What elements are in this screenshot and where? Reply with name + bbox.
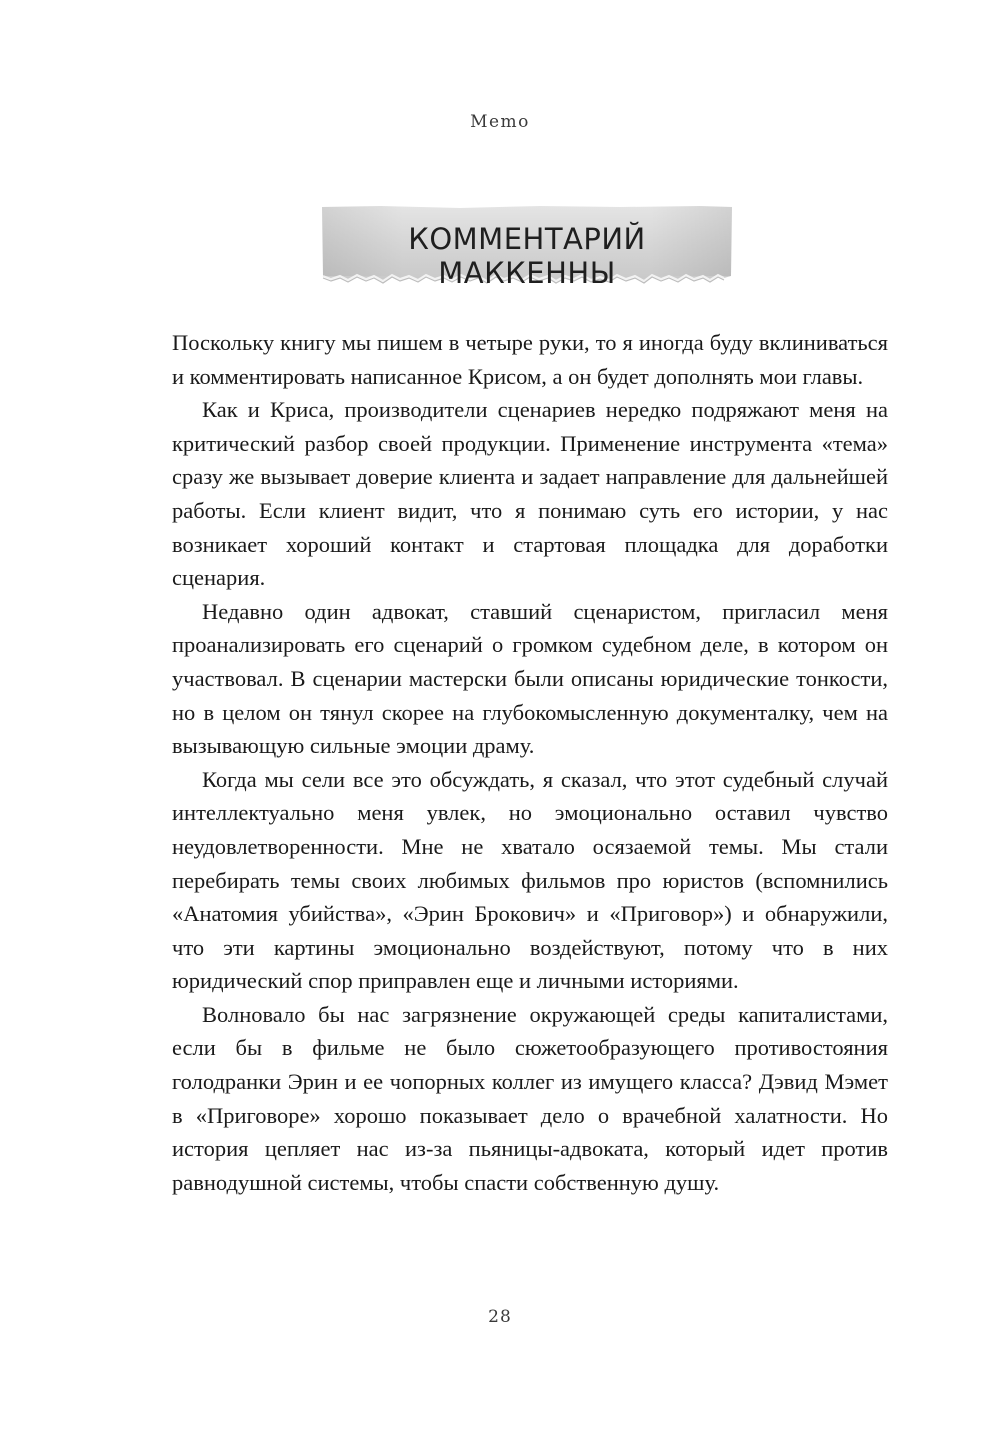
section-title-banner [320,204,734,288]
paragraph: Недавно один адвокат, ставший сценаристом, пригласил меня проанализировать его сценарий о громком судебном деле, в котором он участвовал. В сценарии мастерски были описаны юридические тонкости, но в целом он тянул скорее на глубокомысленную документалку, чем на вызывающую сильные эмоции драму. [172,598,888,759]
body-text [172,326,888,1199]
running-head: Memo [470,112,530,132]
paragraph: Когда мы сели все это обсуждать, я сказал, что этот судебный случай интеллектуально меня увлек, но эмоционально оставил чувство неудовлетворенности. Мне не хватало осязаемой темы. Мы стали перебирать темы своих любимых фильмов про юристов (вспомнились «Анатомия убийства», «Эрин Брокович» и «Приговор») и обнаружили, что эти картины эмоционально воздействуют, потому что в них юридический спор приправлен еще и личными историями. [172,766,888,994]
paragraph: Поскольку книгу мы пишем в четыре руки, то я иногда буду вклиниваться и комментировать написанное Крисом, а он будет дополнять мои главы. [172,330,888,389]
section-title: КОММЕНТАРИЙ МАККЕННЫ [408,222,646,290]
paragraph: Как и Криса, производители сценариев нередко подряжают меня на критический разбор своей продукции. Применение инструмента «тема» сразу же вызывает доверие клиента и задает направление для дальнейшей работы. Если клиент видит, что я понимаю суть его истории, у нас возникает хороший контакт и стартовая площадка для доработки сценария. [172,397,888,591]
page-number: 28 [488,1307,512,1327]
paragraph: Волновало бы нас загрязнение окружающей среды капиталистами, если бы в фильме не было сюжетообразующего противостояния голодранки Эрин и ее чопорных коллег из имущего класса? Дэвид Мэмет в «Приговоре» хорошо показывает дело о врачебной халатности. Но история цепляет нас из-за пьяницы-адвоката, который идет против равнодушной системы, чтобы спасти собственную душу. [172,1001,888,1195]
